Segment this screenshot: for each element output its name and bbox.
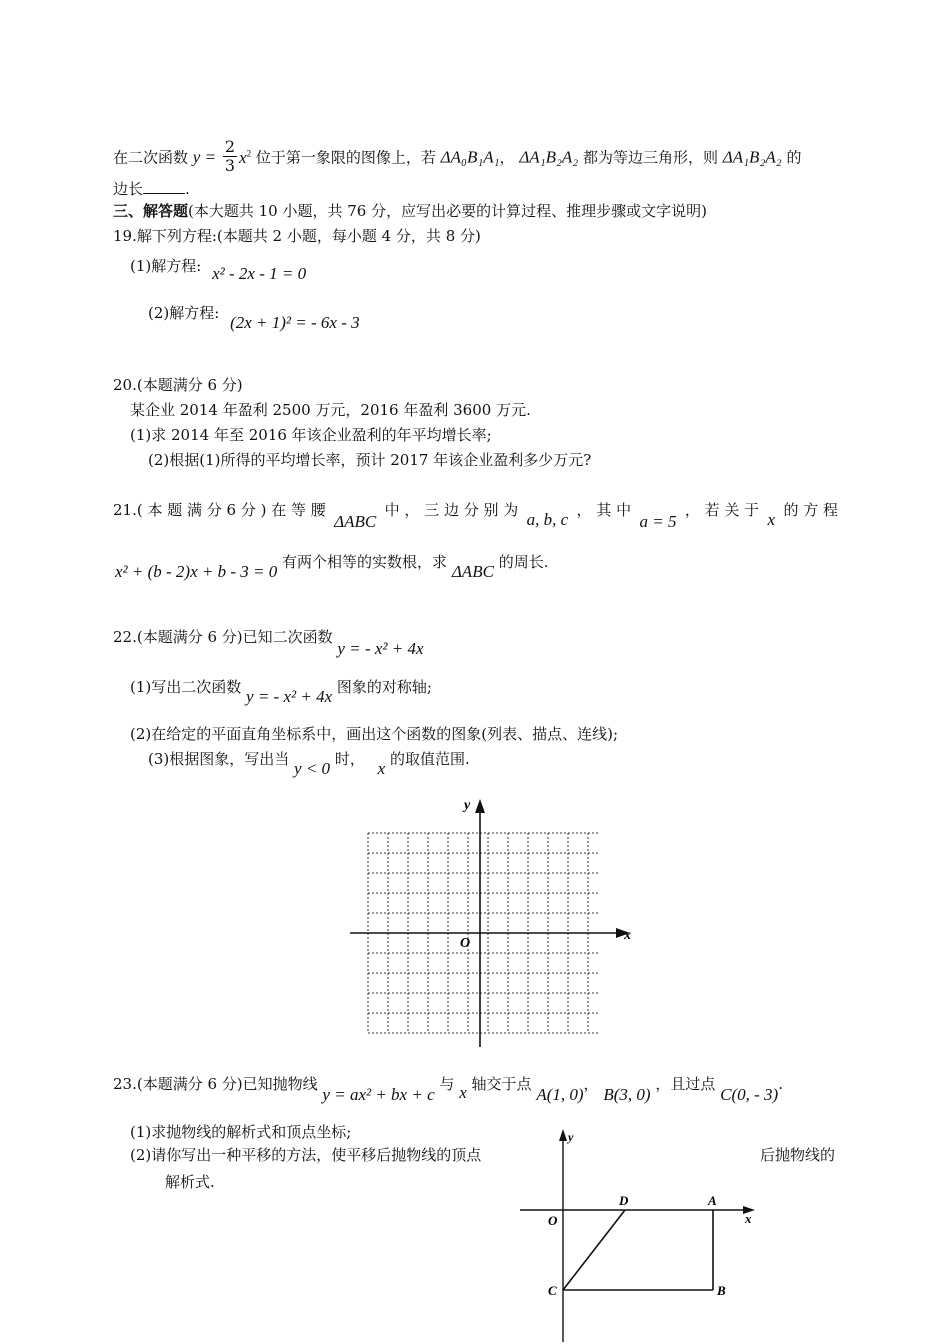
q21-line2 [115, 552, 549, 581]
q22-function: y = - x² + 4x [337, 639, 424, 658]
fig-y-label: y [568, 1130, 574, 1144]
fig-point-b-label: B [717, 1283, 726, 1298]
fig-y-arrow [559, 1129, 567, 1141]
q21-x: x [767, 510, 776, 529]
q23-text-2: 与 [439, 1075, 455, 1093]
fig-x-label: x [745, 1211, 752, 1226]
q23-part2-line2: 解析式. [165, 1173, 215, 1191]
fig-point-a-label: A [708, 1193, 717, 1208]
q22-part1-text-b: 图象的对称轴; [336, 678, 432, 696]
fraction-denominator: 3 [224, 156, 236, 175]
intro-text-1: 在二次函数 [113, 148, 189, 167]
q21-text-1: 21.( 本 题 满 分 6 分 ) 在 等 腰 [113, 501, 326, 519]
q22-part3-text-a: (3)根据图象，写出当 [148, 750, 290, 768]
q23-point-c: C(0, - 3) [720, 1085, 779, 1104]
q19-part2-label: (2)解方程: [148, 304, 220, 322]
q21-equation: x² + (b - 2)x + b - 3 = 0 [115, 562, 278, 581]
fraction-two-thirds [223, 138, 237, 175]
coordinate-grid [340, 795, 640, 1055]
intro-text-6: . [185, 180, 190, 198]
y-axis-label: y [464, 798, 471, 813]
q21-text-6: 有两个相等的实数根，求 [282, 553, 448, 571]
y-axis-arrow [475, 799, 485, 813]
q23-text-1: 23.(本题满分 6 分)已知抛物线 [113, 1075, 318, 1093]
q22-part3-text-b: 时， [334, 750, 365, 768]
q23-part1: (1)求抛物线的解析式和顶点坐标; [130, 1123, 352, 1141]
q22-part1 [130, 677, 432, 706]
q22-header-text: 22.(本题满分 6 分)已知二次函数 [113, 628, 333, 646]
q21-text-4: ， 若 关 于 [684, 501, 760, 519]
intro-text-5: 边长 [113, 180, 144, 198]
q23-part2-cont: 后抛物线的 [760, 1146, 836, 1164]
intro-line: 在二次函数 y = $\frac{2}{3}$ $x^2$ 位于第一象限的图像上，若 ΔA₀B₁A₁， ΔA₁B₂A₂ 都为等边三角形，则 ΔA₁B₂A₂ 的 [113, 137, 802, 175]
section-title: 三、解答题 [113, 202, 189, 220]
triangle-a0b1a1: ΔA₀B₁A₁ [440, 147, 500, 167]
q22-part3 [148, 749, 470, 778]
q23-point-a: A(1, 0) [536, 1085, 584, 1104]
q21-text-7: 的周长. [498, 553, 549, 571]
q19-part1 [130, 256, 307, 283]
q23-text-3: 轴交于点 [471, 1075, 532, 1093]
q21-text-3: ， 其 中 [576, 501, 632, 519]
origin-label: O [460, 936, 471, 951]
fig-point-d-label: D [619, 1193, 629, 1208]
q19-header: 19.解下列方程:(本题共 2 小题，每小题 4 分，共 8 分) [113, 227, 481, 245]
section-header [113, 201, 707, 221]
fraction-numerator: 2 [224, 137, 236, 156]
intro-text-4: 的 [786, 148, 802, 167]
q22-part3-condition: y < 0 [294, 759, 331, 778]
q19-part2 [148, 303, 360, 332]
q23-separator: ， [583, 1075, 599, 1093]
intro-eq-y: y = [192, 147, 217, 167]
q21-sides: a, b, c [526, 510, 569, 529]
q20-header: 20.(本题满分 6 分) [113, 376, 243, 394]
q22-part1-text-a: (1)写出二次函数 [130, 678, 242, 696]
q21-a-value: a = 5 [639, 512, 677, 531]
q23-figure [515, 1125, 765, 1344]
q19-part1-equation: x² - 2x - 1 = 0 [212, 264, 307, 283]
q22-part2: (2)在给定的平面直角坐标系中，画出这个函数的图象(列表、描点、连线); [130, 725, 619, 743]
x-axis-label: x [624, 928, 631, 943]
fig-point-c-label: C [548, 1283, 557, 1298]
q21-text-2: 中 ， 三 边 分 别 为 [384, 501, 519, 519]
q22-header [113, 627, 424, 658]
q19-part2-equation: (2x + 1)² = - 6x - 3 [230, 313, 360, 332]
intro-line-2 [113, 178, 190, 199]
q21-text-5: 的 方 程 [783, 501, 838, 519]
q23-point-b: B(3, 0) [603, 1085, 651, 1104]
q22-part1-function: y = - x² + 4x [246, 687, 333, 706]
fig-origin-label: O [548, 1213, 558, 1228]
triangle-a1b2a2-ref: ΔA₁B₂A₂ [722, 147, 782, 167]
q23-text-4: ，且过点 [655, 1075, 716, 1093]
q20-stem: 某企业 2014 年盈利 2500 万元，2016 年盈利 3600 万元. [130, 401, 531, 419]
section-note: (本大题共 10 小题，共 76 分，应写出必要的计算过程、推理步骤或文字说明) [188, 202, 707, 220]
intro-text-3: 都为等边三角形，则 [582, 148, 718, 167]
q20-part1: (1)求 2014 年至 2016 年该企业盈利的年平均增长率; [130, 426, 492, 444]
q21-line1 [113, 500, 838, 531]
q21-triangle: ΔABC [334, 512, 377, 531]
q23-period: . [778, 1075, 783, 1093]
q19-part1-label: (1)解方程: [130, 257, 202, 275]
q20-part2: (2)根据(1)所得的平均增长率，预计 2017 年该企业盈利多少万元? [148, 451, 592, 469]
q22-part3-text-c: 的取值范围. [389, 750, 470, 768]
triangle-a1b2a2: ΔA₁B₂A₂ [519, 147, 579, 167]
q23-part2: (2)请你写出一种平移的方法，使平移后抛物线的顶点 [130, 1146, 482, 1164]
segment-cd [563, 1210, 625, 1290]
q21-triangle-2: ΔABC [451, 562, 494, 581]
intro-text-2: 位于第一象限的图像上，若 [255, 148, 436, 167]
answer-blank[interactable] [143, 178, 185, 194]
q22-part3-x: x [377, 759, 386, 778]
intro-x-squared: $x^2$ [239, 147, 252, 167]
q23-function: y = ax² + bx + c [322, 1085, 435, 1104]
q23-x: x [459, 1083, 467, 1102]
q23-header [113, 1074, 783, 1104]
